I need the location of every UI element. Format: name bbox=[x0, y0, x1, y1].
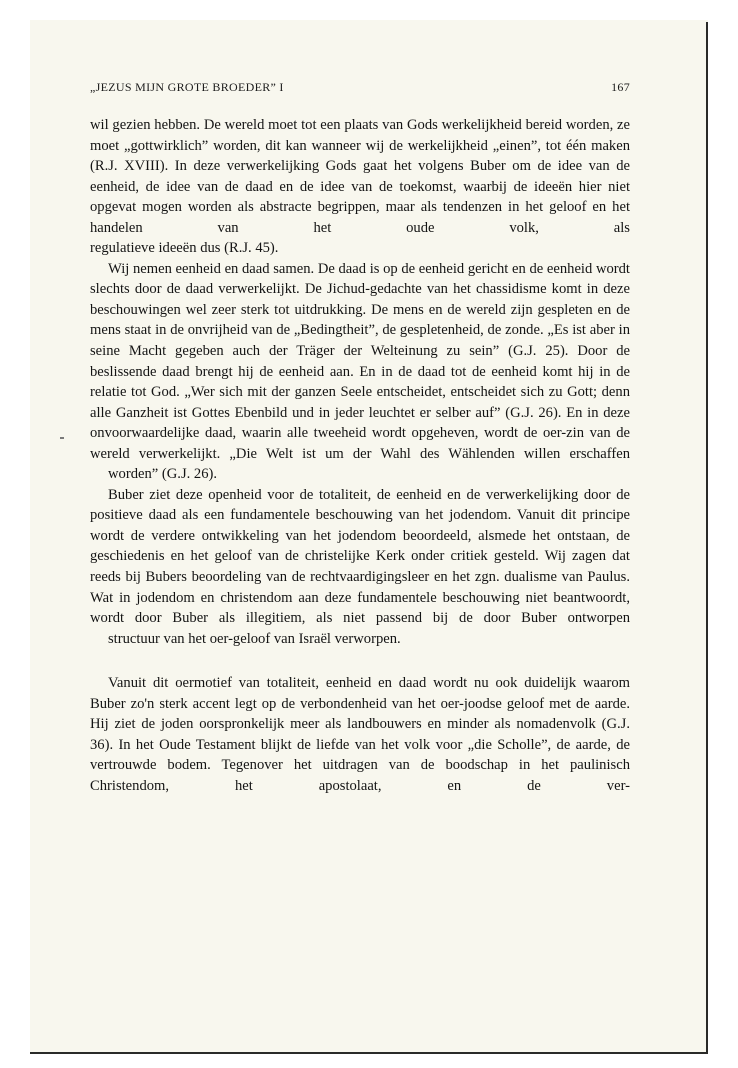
body-text bbox=[90, 115, 630, 797]
paragraph-3 bbox=[90, 485, 630, 649]
paragraph-4 bbox=[90, 673, 630, 796]
page-number: 167 bbox=[611, 80, 630, 94]
paragraph-2-text: Wij nemen eenheid en daad samen. De daad is op de eenheid gericht en de eenheid wordt slechts door de daad verwerkelijkt. De Jichud-gedachte van het chassidisme komt in deze beschouwingen wel zeer sterk tot uitdrukking. De mens en de wereld zijn gespleten en de mens staat in de onvrijheid van de „Bedingtheit”, de gespletenheid, de zonde. „Es ist aber in seine Macht gegeben auch der Träger der Welteinung zu sein” (G.J. 25). Door de beslissende daad brengt hij de eenheid aan. En in de daad tot de eenheid komt hij in de relatie tot God. „Wer sich mit der ganzen Seele entscheidet, entscheidet sich zu Gott; denn alle Ganzheit ist Gottes Ebenbild und in jeder leuchtet er selber auf” (G.J. 26). En in deze onvoorwaardelijke daad, waarin alle tweeheid wordt opgeheven, wordt de oer-zin van de wereld verwerkelijkt. „Die Welt ist um der Wahl des Wählenden willen erschaffen bbox=[90, 260, 630, 462]
paragraph-4-text: Vanuit dit oermotief van totaliteit, eenheid en daad wordt nu ook duidelijk waarom Buber zo'n sterk accent legt op de verbondenheid van het oer-joodse geloof met de aarde. Hij ziet de joden oorspronkelijk meer als landbouwers en minder als nomadenvolk (G.J. 36). In het Oude Testament blijkt de liefde van het volk voor „die Scholle”, de aarde, de vertrouwde bodem. Tegenover het uitdragen van de boodschap in het paulinisch Christendom, het apostolaat, en de ver- bbox=[90, 675, 630, 794]
paragraph-2-last-line: worden” (G.J. 26). bbox=[108, 466, 218, 483]
section-gap bbox=[90, 649, 630, 673]
paragraph-1-last-line: regulatieve ideeën dus (R.J. 45). bbox=[90, 240, 279, 257]
margin-mark bbox=[60, 437, 64, 439]
paragraph-1-text: wil gezien hebben. De wereld moet tot een plaats van Gods werkelijkheid bereid worden, ze moet „gottwirklich” worden, dit kan wanneer wij de werkelijkheid „einen”, tot één maken (R.J. XVIII). In deze verwerkelijking Gods gaat het volgens Buber om de idee van de eenheid, de idee van de daad en de idee van de toekomst, waarbij de ideeën hier niet opgevat mogen worden als abstracte begrippen, maar als tendenzen in het geloof en het handelen van het oude volk, als bbox=[90, 117, 630, 236]
page-edge-shadow-right bbox=[706, 22, 708, 1054]
paragraph-3-last-line: structuur van het oer-geloof van Israël verworpen. bbox=[108, 630, 401, 647]
paragraph-2 bbox=[90, 259, 630, 485]
running-header bbox=[90, 80, 630, 100]
paragraph-3-text: Buber ziet deze openheid voor de totaliteit, de eenheid en de verwerkelijking door de positieve daad als een fundamentele beschouwing van het jodendom. Vanuit dit principe wordt de verdere ontwikkeling van het jodendom beoordeeld, alsmede het ontstaan, de geschiedenis en het geloof van de christelijke Kerk onder critiek gesteld. Wij zagen dat reeds bij Bubers beoordeling van de rechtvaardigingsleer en het zgn. dualisme van Paulus. Wat in jodendom en christendom aan deze fundamentele beschouwing niet beantwoordt, wordt door Buber als illegitiem, als niet passend bij de door Buber ontworpen bbox=[90, 486, 630, 627]
running-title: „JEZUS MIJN GROTE BROEDER” I bbox=[90, 80, 284, 94]
page-edge-shadow-bottom bbox=[30, 1052, 708, 1054]
paragraph-1 bbox=[90, 115, 630, 259]
